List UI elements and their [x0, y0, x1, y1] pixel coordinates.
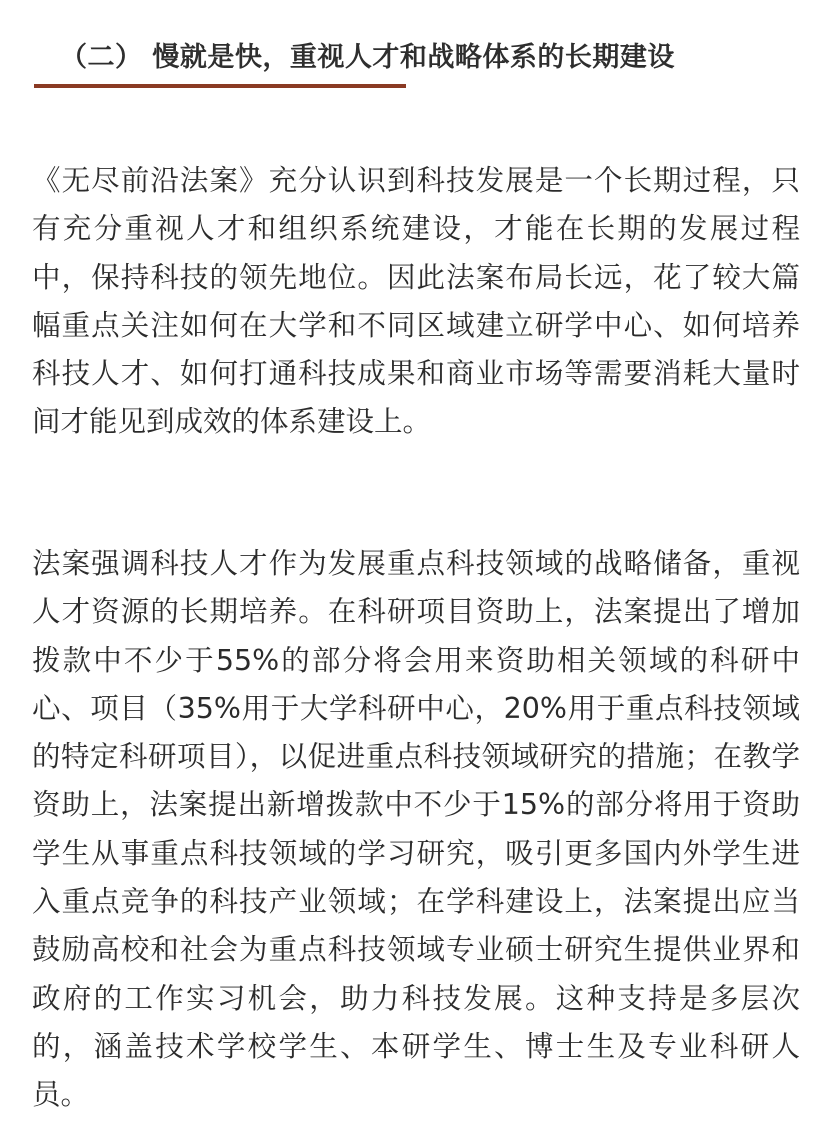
paragraph-2: 法案强调科技人才作为发展重点科技领域的战略储备，重视人才资源的长期培养。在科研项目资助上，法案提出了增加拨款中不少于55%的部分将会用来资助相关领域的科研中心、项目（35%用于大学科研中心，20%用于重点科技领域的特定科研项目），以促进重点科技领域研究的措施；在教学资助上，法案提出新增拨款中不少于15%的部分将用于资助学生从事重点科技领域的学习研究，吸引更多国内外学生进入重点竞争的科技产业领域；在学科建设上，法案提出应当鼓励高校和社会为重点科技领域专业硕士研究生提供业界和政府的工作实习机会，助力科技发展。这种支持是多层次的，涵盖技术学校学生、本研学生、博士生及专业科研人员。 [32, 547, 800, 1112]
paragraph-1: 《无尽前沿法案》充分认识到科技发展是一个长期过程，只有充分重视人才和组织系统建设，才能在长期的发展过程中，保持科技的领先地位。因此法案布局长远，花了较大篇幅重点关注如何在大学和不同区域建立研学中心、如何培养科技人才、如何打通科技成果和商业市场等需要消耗大量时间才能见到成效的体系建设上。 [32, 164, 800, 439]
section-title: （二） 慢就是快，重视人才和战略体系的长期建设 [60, 42, 675, 73]
title-underline [34, 84, 406, 88]
